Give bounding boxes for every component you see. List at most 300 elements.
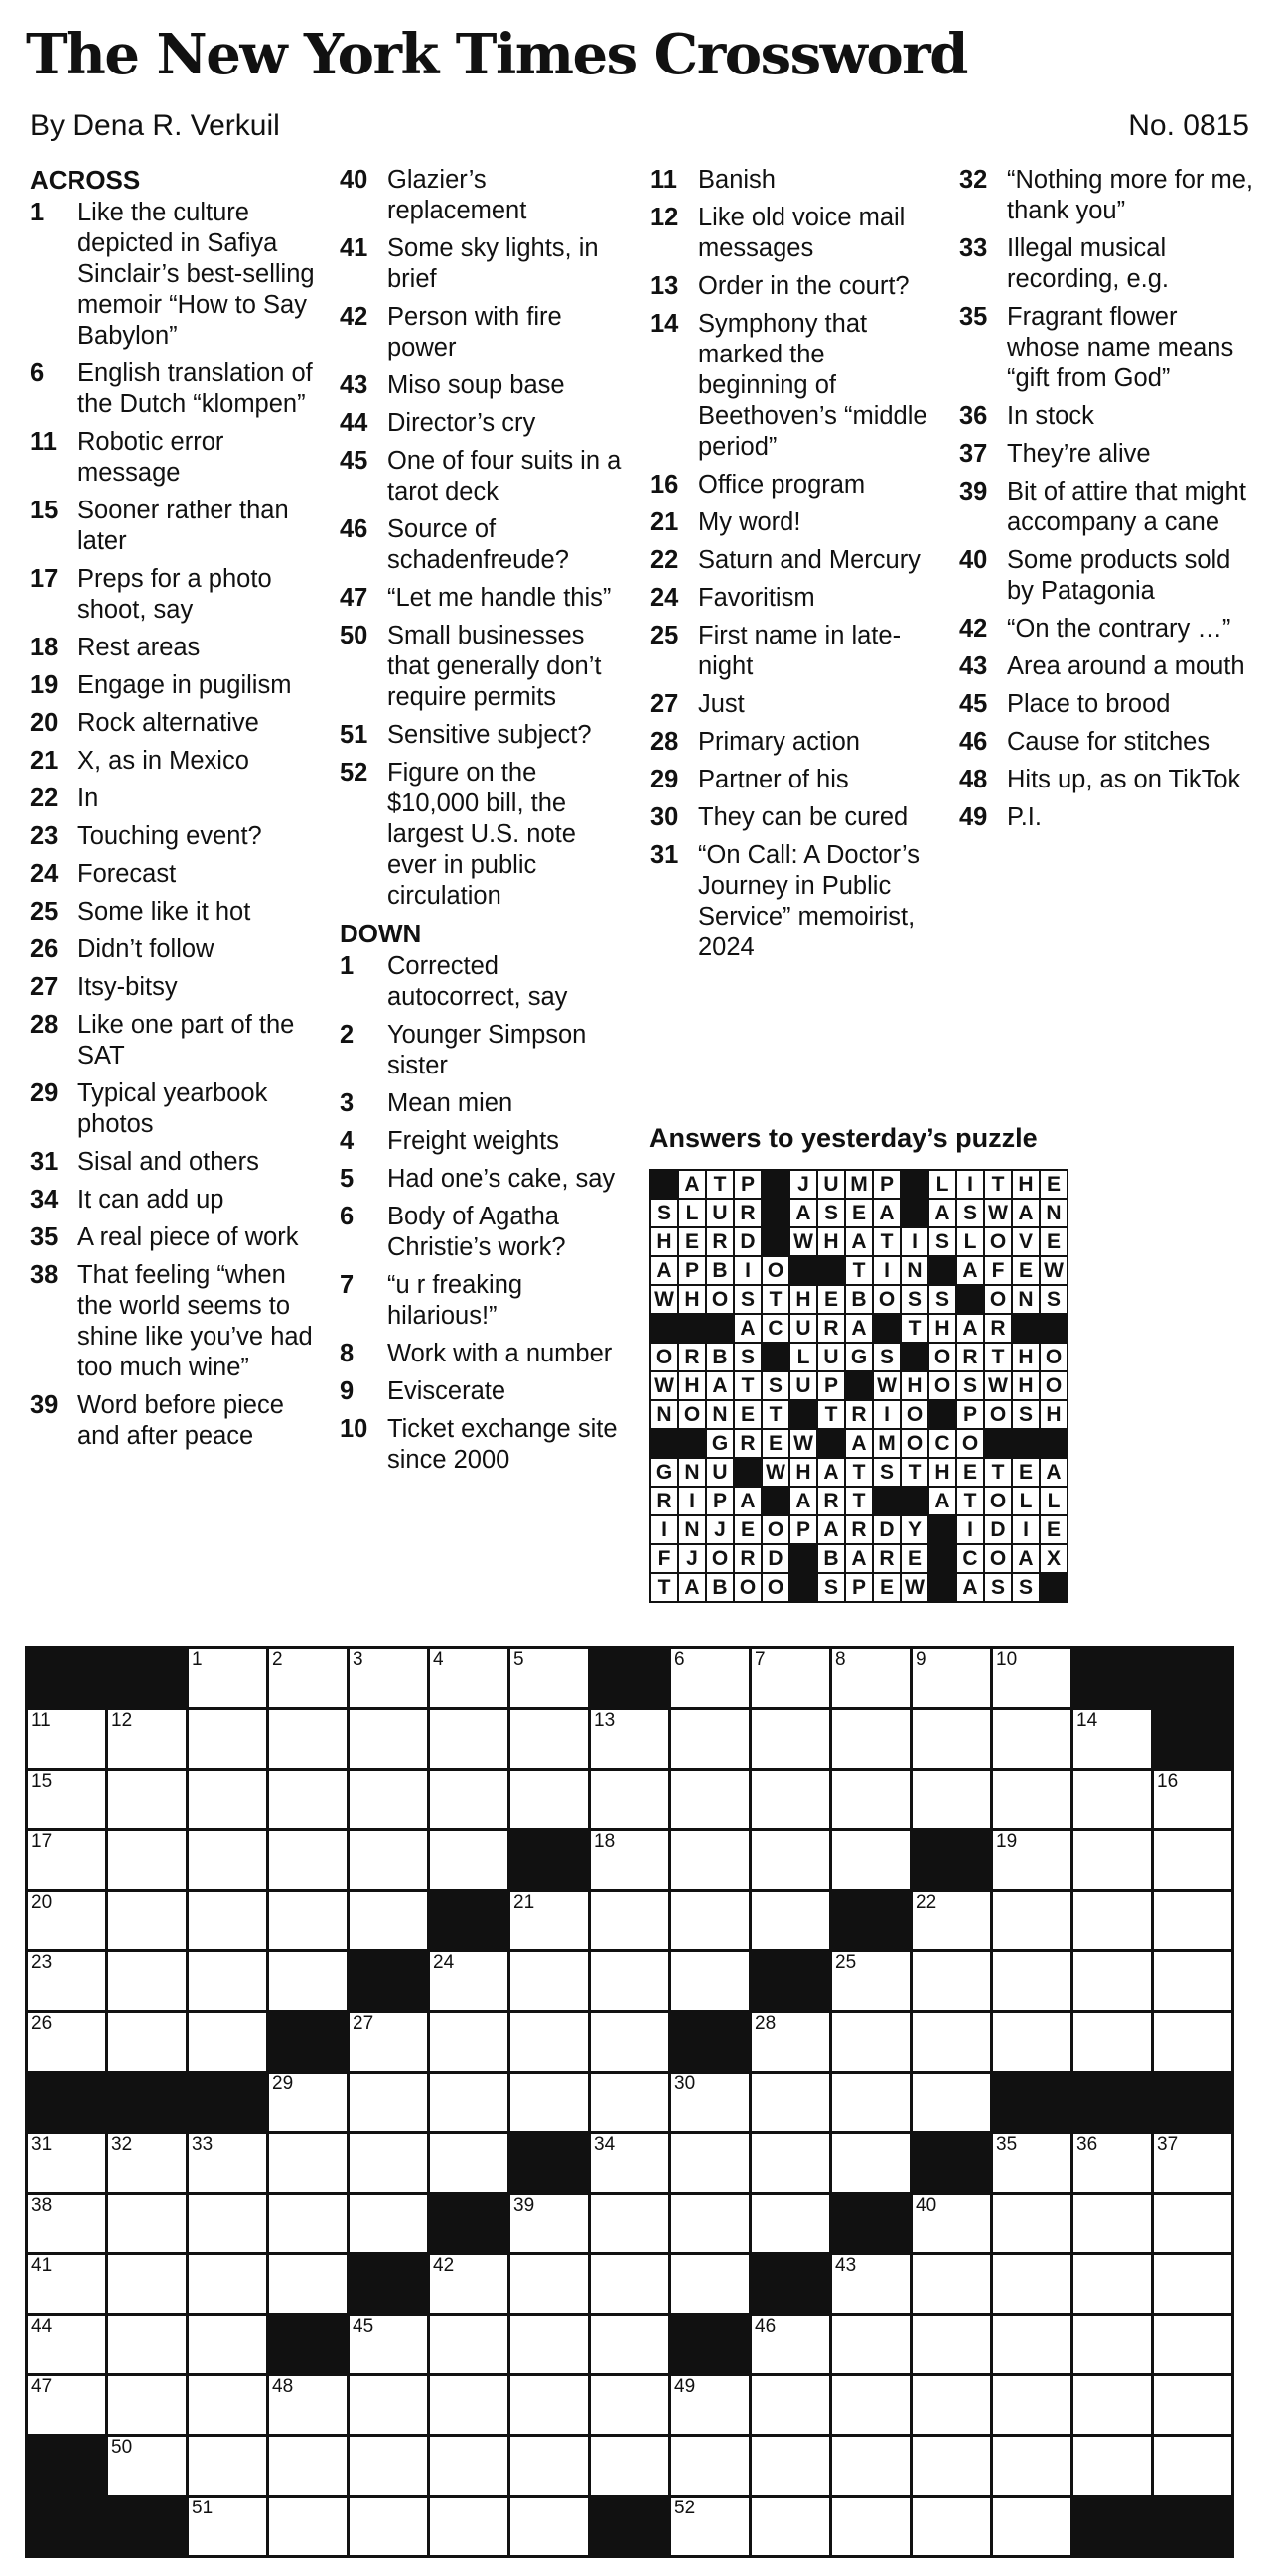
grid-cell[interactable] bbox=[670, 2375, 751, 2436]
grid-cell[interactable] bbox=[751, 2315, 831, 2375]
grid-cell[interactable] bbox=[349, 2375, 429, 2436]
grid-cell[interactable] bbox=[831, 2497, 912, 2557]
clue-text: In bbox=[77, 785, 99, 812]
grid-cell[interactable] bbox=[992, 2254, 1072, 2315]
black-square bbox=[992, 2073, 1072, 2133]
grid-cell[interactable] bbox=[509, 2497, 590, 2557]
grid-cell[interactable] bbox=[1072, 2375, 1153, 2436]
grid-row bbox=[27, 2073, 1233, 2133]
grid-cell[interactable] bbox=[107, 1709, 188, 1770]
grid-cell[interactable] bbox=[751, 2194, 831, 2254]
clue-number: 42 bbox=[959, 615, 988, 643]
grid-cell[interactable] bbox=[831, 1951, 912, 2012]
grid-cell[interactable] bbox=[751, 2436, 831, 2497]
grid-cell[interactable] bbox=[1072, 1830, 1153, 1891]
grid-cell[interactable] bbox=[349, 2194, 429, 2254]
grid-cell[interactable] bbox=[1072, 1770, 1153, 1830]
grid-cell[interactable] bbox=[831, 2375, 912, 2436]
grid-cell[interactable] bbox=[349, 2436, 429, 2497]
grid-cell[interactable] bbox=[188, 1770, 268, 1830]
grid-cell[interactable] bbox=[751, 2497, 831, 2557]
grid-cell[interactable] bbox=[429, 2012, 509, 2073]
grid-cell[interactable] bbox=[1153, 1830, 1233, 1891]
cell-number: 33 bbox=[192, 2134, 214, 2155]
puzzle-title: The New York Times Crossword bbox=[26, 22, 967, 87]
grid-cell[interactable] bbox=[1072, 1709, 1153, 1770]
cell-number: 31 bbox=[31, 2134, 53, 2155]
cell-number: 47 bbox=[31, 2376, 53, 2397]
grid-cell[interactable] bbox=[670, 2254, 751, 2315]
grid-cell[interactable] bbox=[188, 1951, 268, 2012]
grid-cell[interactable] bbox=[509, 1770, 590, 1830]
black-square bbox=[831, 1891, 912, 1951]
grid-cell[interactable] bbox=[992, 2133, 1072, 2194]
grid-cell[interactable] bbox=[831, 2315, 912, 2375]
down-clue bbox=[650, 583, 938, 614]
grid-cell[interactable] bbox=[509, 1709, 590, 1770]
grid-cell[interactable] bbox=[992, 2315, 1072, 2375]
answers-letter-cell: O bbox=[678, 1400, 706, 1429]
clue-text: “Let me handle this” bbox=[387, 584, 612, 612]
down-clue bbox=[650, 470, 938, 501]
grid-cell[interactable] bbox=[188, 2436, 268, 2497]
grid-cell[interactable] bbox=[1153, 2436, 1233, 2497]
black-square bbox=[670, 2012, 751, 2073]
grid-cell[interactable] bbox=[349, 2497, 429, 2557]
grid-cell[interactable] bbox=[992, 1648, 1072, 1709]
black-square bbox=[590, 1648, 670, 1709]
across-clue bbox=[30, 427, 323, 489]
grid-cell[interactable] bbox=[509, 2254, 590, 2315]
grid-cell[interactable] bbox=[429, 1951, 509, 2012]
across-clue bbox=[340, 370, 628, 401]
grid-cell[interactable] bbox=[188, 2315, 268, 2375]
grid-cell[interactable] bbox=[590, 1709, 670, 1770]
down-clue bbox=[959, 233, 1257, 295]
grid-cell[interactable] bbox=[992, 1951, 1072, 2012]
grid-cell[interactable] bbox=[107, 2133, 188, 2194]
grid-cell[interactable] bbox=[831, 2133, 912, 2194]
grid-cell[interactable] bbox=[188, 2254, 268, 2315]
grid-cell[interactable] bbox=[509, 1648, 590, 1709]
grid-cell[interactable] bbox=[509, 2436, 590, 2497]
clue-number: 35 bbox=[959, 303, 988, 331]
grid-cell[interactable] bbox=[268, 2436, 349, 2497]
grid-cell[interactable] bbox=[670, 1709, 751, 1770]
answers-letter-cell: O bbox=[984, 1227, 1012, 1256]
crossword-grid bbox=[25, 1646, 1234, 2558]
grid-cell[interactable] bbox=[912, 1951, 992, 2012]
across-clue bbox=[340, 514, 628, 576]
grid-cell[interactable] bbox=[429, 1709, 509, 1770]
grid-row bbox=[27, 1951, 1233, 2012]
answers-letter-cell: P bbox=[706, 1487, 734, 1515]
answers-letter-cell: T bbox=[817, 1400, 845, 1429]
grid-cell[interactable] bbox=[1072, 2133, 1153, 2194]
grid-cell[interactable] bbox=[912, 2012, 992, 2073]
grid-cell[interactable] bbox=[590, 2133, 670, 2194]
answers-letter-cell: P bbox=[817, 1371, 845, 1400]
grid-cell[interactable] bbox=[268, 2254, 349, 2315]
cell-number: 42 bbox=[433, 2255, 455, 2276]
grid-cell[interactable] bbox=[751, 1770, 831, 1830]
cell-number: 19 bbox=[996, 1831, 1018, 1852]
grid-cell[interactable] bbox=[992, 1770, 1072, 1830]
grid-cell[interactable] bbox=[27, 2012, 107, 2073]
grid-cell[interactable] bbox=[670, 1830, 751, 1891]
answers-letter-cell: S bbox=[734, 1285, 762, 1314]
answers-letter-cell: P bbox=[678, 1256, 706, 1285]
grid-row bbox=[27, 2315, 1233, 2375]
grid-cell[interactable] bbox=[27, 1830, 107, 1891]
grid-cell[interactable] bbox=[831, 2254, 912, 2315]
grid-cell[interactable] bbox=[670, 1951, 751, 2012]
clue-text: Robotic error message bbox=[77, 428, 224, 487]
grid-cell[interactable] bbox=[107, 1830, 188, 1891]
grid-cell[interactable] bbox=[349, 1709, 429, 1770]
clue-text: Illegal musical recording, e.g. bbox=[1007, 234, 1170, 293]
grid-cell[interactable] bbox=[751, 1648, 831, 1709]
grid-cell[interactable] bbox=[27, 1951, 107, 2012]
grid-cell[interactable] bbox=[27, 2315, 107, 2375]
answers-black-cell bbox=[901, 1170, 928, 1199]
grid-cell[interactable] bbox=[992, 1891, 1072, 1951]
grid-cell[interactable] bbox=[670, 2436, 751, 2497]
answers-letter-cell: D bbox=[734, 1227, 762, 1256]
grid-cell[interactable] bbox=[1153, 2315, 1233, 2375]
grid-cell[interactable] bbox=[107, 1891, 188, 1951]
grid-cell[interactable] bbox=[429, 2315, 509, 2375]
grid-cell[interactable] bbox=[751, 1709, 831, 1770]
grid-cell[interactable] bbox=[590, 2194, 670, 2254]
answers-letter-cell: E bbox=[817, 1285, 845, 1314]
grid-cell[interactable] bbox=[590, 1830, 670, 1891]
clue-text: Younger Simpson sister bbox=[387, 1021, 587, 1079]
grid-cell[interactable] bbox=[188, 1891, 268, 1951]
black-square bbox=[268, 2012, 349, 2073]
clue-number: 31 bbox=[30, 1148, 59, 1176]
grid-cell[interactable] bbox=[268, 1951, 349, 2012]
grid-cell[interactable] bbox=[670, 1770, 751, 1830]
grid-cell[interactable] bbox=[590, 2012, 670, 2073]
grid-cell[interactable] bbox=[509, 2315, 590, 2375]
grid-cell[interactable] bbox=[831, 1770, 912, 1830]
grid-cell[interactable] bbox=[670, 1891, 751, 1951]
grid-cell[interactable] bbox=[831, 1709, 912, 1770]
grid-cell[interactable] bbox=[590, 2375, 670, 2436]
clue-number: 43 bbox=[959, 652, 988, 680]
grid-cell[interactable] bbox=[1153, 1891, 1233, 1951]
grid-cell[interactable] bbox=[27, 2375, 107, 2436]
grid-cell[interactable] bbox=[107, 1951, 188, 2012]
grid-cell[interactable] bbox=[1072, 2436, 1153, 2497]
answers-letter-cell: T bbox=[650, 1573, 678, 1602]
answers-letter-cell: R bbox=[678, 1343, 706, 1371]
clue-number: 32 bbox=[959, 166, 988, 194]
grid-cell[interactable] bbox=[590, 1770, 670, 1830]
grid-cell[interactable] bbox=[912, 1770, 992, 1830]
grid-cell[interactable] bbox=[912, 2254, 992, 2315]
grid-cell[interactable] bbox=[751, 2012, 831, 2073]
cell-number: 11 bbox=[31, 1710, 51, 1731]
answers-letter-cell: T bbox=[956, 1487, 984, 1515]
answers-letter-cell: U bbox=[789, 1371, 817, 1400]
grid-cell[interactable] bbox=[751, 2133, 831, 2194]
grid-cell[interactable] bbox=[590, 1951, 670, 2012]
grid-cell[interactable] bbox=[831, 1648, 912, 1709]
grid-cell[interactable] bbox=[429, 1648, 509, 1709]
answers-letter-cell: R bbox=[817, 1314, 845, 1343]
grid-cell[interactable] bbox=[429, 2254, 509, 2315]
grid-cell[interactable] bbox=[912, 2073, 992, 2133]
cell-number: 15 bbox=[31, 1771, 53, 1791]
down-heading: DOWN bbox=[340, 919, 422, 948]
cell-number: 16 bbox=[1157, 1771, 1179, 1791]
grid-cell[interactable] bbox=[590, 2073, 670, 2133]
answers-letter-cell: H bbox=[928, 1314, 956, 1343]
grid-cell[interactable] bbox=[349, 1891, 429, 1951]
grid-cell[interactable] bbox=[912, 1648, 992, 1709]
grid-cell[interactable] bbox=[992, 2012, 1072, 2073]
clue-number: 23 bbox=[30, 822, 59, 850]
grid-cell[interactable] bbox=[107, 2012, 188, 2073]
answers-black-cell bbox=[706, 1314, 734, 1343]
grid-cell[interactable] bbox=[670, 2194, 751, 2254]
grid-cell[interactable] bbox=[912, 2436, 992, 2497]
grid-cell[interactable] bbox=[349, 2012, 429, 2073]
grid-cell[interactable] bbox=[992, 2436, 1072, 2497]
clue-text: Director’s cry bbox=[387, 409, 536, 437]
grid-cell[interactable] bbox=[188, 2497, 268, 2557]
clue-text: Place to brood bbox=[1007, 690, 1171, 718]
grid-cell[interactable] bbox=[751, 2073, 831, 2133]
grid-cell[interactable] bbox=[1072, 2012, 1153, 2073]
grid-cell[interactable] bbox=[509, 2012, 590, 2073]
clue-number: 31 bbox=[650, 841, 679, 869]
grid-cell[interactable] bbox=[831, 2073, 912, 2133]
grid-cell[interactable] bbox=[1072, 1891, 1153, 1951]
grid-cell[interactable] bbox=[831, 2012, 912, 2073]
grid-cell[interactable] bbox=[509, 2194, 590, 2254]
clue-number: 8 bbox=[340, 1340, 355, 1367]
grid-cell[interactable] bbox=[1153, 2133, 1233, 2194]
grid-cell[interactable] bbox=[268, 1648, 349, 1709]
grid-cell[interactable] bbox=[912, 2194, 992, 2254]
grid-cell[interactable] bbox=[107, 2315, 188, 2375]
grid-cell[interactable] bbox=[188, 2194, 268, 2254]
answers-letter-cell: M bbox=[845, 1170, 873, 1199]
clue-number: 18 bbox=[30, 634, 59, 661]
grid-cell[interactable] bbox=[429, 2436, 509, 2497]
across-clue bbox=[340, 720, 628, 751]
grid-cell[interactable] bbox=[268, 1830, 349, 1891]
grid-row bbox=[27, 2436, 1233, 2497]
grid-row bbox=[27, 2133, 1233, 2194]
grid-cell[interactable] bbox=[1153, 1770, 1233, 1830]
clue-text: Typical yearbook photos bbox=[77, 1079, 268, 1138]
clue-text: Small businesses that generally don’t require permits bbox=[387, 622, 602, 711]
answers-letter-cell: S bbox=[1012, 1400, 1040, 1429]
clue-text: Cause for stitches bbox=[1007, 728, 1211, 756]
grid-cell[interactable] bbox=[912, 1891, 992, 1951]
grid-cell[interactable] bbox=[27, 2194, 107, 2254]
answers-black-cell bbox=[984, 1429, 1012, 1458]
clue-number: 6 bbox=[30, 359, 45, 387]
grid-cell[interactable] bbox=[1153, 2012, 1233, 2073]
grid-cell[interactable] bbox=[992, 2375, 1072, 2436]
answers-letter-cell: N bbox=[650, 1400, 678, 1429]
grid-cell[interactable] bbox=[268, 1770, 349, 1830]
answers-letter-cell: E bbox=[873, 1573, 901, 1602]
clue-number: 2 bbox=[340, 1021, 355, 1049]
grid-cell[interactable] bbox=[1072, 2315, 1153, 2375]
grid-cell[interactable] bbox=[912, 2375, 992, 2436]
answers-letter-cell: G bbox=[845, 1343, 873, 1371]
grid-cell[interactable] bbox=[429, 1770, 509, 1830]
grid-cell[interactable] bbox=[670, 2497, 751, 2557]
answers-letter-cell: E bbox=[1040, 1227, 1068, 1256]
cell-number: 37 bbox=[1157, 2134, 1179, 2155]
grid-cell[interactable] bbox=[509, 2375, 590, 2436]
grid-cell[interactable] bbox=[268, 1709, 349, 1770]
down-clue bbox=[959, 727, 1257, 758]
grid-cell[interactable] bbox=[590, 2315, 670, 2375]
grid-cell[interactable] bbox=[107, 2375, 188, 2436]
cell-number: 44 bbox=[31, 2316, 53, 2337]
grid-cell[interactable] bbox=[188, 1830, 268, 1891]
answers-letter-cell: W bbox=[984, 1371, 1012, 1400]
grid-cell[interactable] bbox=[27, 2133, 107, 2194]
grid-cell[interactable] bbox=[992, 1709, 1072, 1770]
grid-cell[interactable] bbox=[188, 2012, 268, 2073]
clue-text: Symphony that marked the beginning of Beethoven’s “middle period” bbox=[698, 310, 927, 461]
grid-cell[interactable] bbox=[27, 2254, 107, 2315]
black-square bbox=[349, 2254, 429, 2315]
grid-cell[interactable] bbox=[268, 2375, 349, 2436]
grid-cell[interactable] bbox=[831, 2436, 912, 2497]
across-clue bbox=[340, 621, 628, 713]
grid-cell[interactable] bbox=[1153, 2375, 1233, 2436]
cell-number: 39 bbox=[513, 2195, 535, 2216]
grid-cell[interactable] bbox=[751, 1830, 831, 1891]
grid-cell[interactable] bbox=[429, 2375, 509, 2436]
down-clue bbox=[959, 545, 1257, 607]
grid-cell[interactable] bbox=[107, 2254, 188, 2315]
grid-cell[interactable] bbox=[1153, 1951, 1233, 2012]
grid-cell[interactable] bbox=[188, 1709, 268, 1770]
grid-cell[interactable] bbox=[107, 2436, 188, 2497]
answers-letter-cell: H bbox=[789, 1285, 817, 1314]
clue-text: A real piece of work bbox=[77, 1223, 299, 1251]
grid-cell[interactable] bbox=[992, 1830, 1072, 1891]
across-clue bbox=[30, 633, 323, 663]
grid-cell[interactable] bbox=[268, 1891, 349, 1951]
grid-cell[interactable] bbox=[1072, 1951, 1153, 2012]
grid-cell[interactable] bbox=[349, 2133, 429, 2194]
down-clue bbox=[650, 802, 938, 833]
grid-cell[interactable] bbox=[751, 2375, 831, 2436]
grid-cell[interactable] bbox=[349, 1830, 429, 1891]
answers-black-cell bbox=[1040, 1573, 1068, 1602]
clue-text: Word before piece and after peace bbox=[77, 1391, 284, 1450]
grid-cell[interactable] bbox=[912, 2315, 992, 2375]
grid-cell[interactable] bbox=[349, 1648, 429, 1709]
grid-cell[interactable] bbox=[349, 1770, 429, 1830]
grid-cell[interactable] bbox=[912, 1709, 992, 1770]
grid-cell[interactable] bbox=[349, 2315, 429, 2375]
answers-letter-cell: I bbox=[956, 1170, 984, 1199]
grid-cell[interactable] bbox=[268, 2497, 349, 2557]
grid-cell[interactable] bbox=[590, 2436, 670, 2497]
grid-cell[interactable] bbox=[992, 2194, 1072, 2254]
grid-cell[interactable] bbox=[429, 1830, 509, 1891]
grid-cell[interactable] bbox=[670, 2133, 751, 2194]
answers-letter-cell: R bbox=[845, 1400, 873, 1429]
grid-cell[interactable] bbox=[27, 1891, 107, 1951]
grid-cell[interactable] bbox=[268, 2073, 349, 2133]
grid-cell[interactable] bbox=[107, 2194, 188, 2254]
grid-cell[interactable] bbox=[992, 2497, 1072, 2557]
grid-cell[interactable] bbox=[1072, 2194, 1153, 2254]
byline: By Dena R. Verkuil bbox=[30, 109, 280, 142]
grid-cell[interactable] bbox=[670, 2073, 751, 2133]
grid-cell[interactable] bbox=[188, 2133, 268, 2194]
grid-cell[interactable] bbox=[27, 1709, 107, 1770]
answers-letter-cell: T bbox=[706, 1170, 734, 1199]
grid-cell[interactable] bbox=[1072, 2254, 1153, 2315]
answers-letter-cell: S bbox=[1012, 1573, 1040, 1602]
answers-black-cell bbox=[678, 1429, 706, 1458]
answers-letter-cell: C bbox=[762, 1314, 789, 1343]
grid-cell[interactable] bbox=[831, 1830, 912, 1891]
grid-cell[interactable] bbox=[751, 1891, 831, 1951]
down-clue bbox=[340, 1202, 628, 1263]
answers-black-cell bbox=[1040, 1314, 1068, 1343]
grid-cell[interactable] bbox=[188, 2375, 268, 2436]
clue-column-4 bbox=[959, 165, 1257, 840]
grid-cell[interactable] bbox=[670, 1648, 751, 1709]
grid-cell[interactable] bbox=[509, 1951, 590, 2012]
grid-cell[interactable] bbox=[268, 2194, 349, 2254]
clue-number: 36 bbox=[959, 402, 988, 430]
grid-cell[interactable] bbox=[509, 1891, 590, 1951]
answers-row bbox=[650, 1515, 1068, 1544]
clue-number: 30 bbox=[650, 803, 679, 831]
grid-cell[interactable] bbox=[1153, 2194, 1233, 2254]
grid-cell[interactable] bbox=[107, 1770, 188, 1830]
grid-cell[interactable] bbox=[590, 2254, 670, 2315]
grid-cell[interactable] bbox=[268, 2133, 349, 2194]
grid-cell[interactable] bbox=[429, 2497, 509, 2557]
grid-cell[interactable] bbox=[509, 2073, 590, 2133]
answers-letter-cell: E bbox=[956, 1458, 984, 1487]
answers-letter-cell: N bbox=[678, 1515, 706, 1544]
grid-cell[interactable] bbox=[27, 1770, 107, 1830]
black-square bbox=[27, 2497, 107, 2557]
grid-cell[interactable] bbox=[1153, 2254, 1233, 2315]
grid-cell[interactable] bbox=[429, 2073, 509, 2133]
grid-cell[interactable] bbox=[912, 2497, 992, 2557]
grid-cell[interactable] bbox=[349, 2073, 429, 2133]
answers-black-cell bbox=[762, 1343, 789, 1371]
answers-letter-cell: O bbox=[984, 1544, 1012, 1573]
clue-text: Source of schadenfreude? bbox=[387, 515, 569, 574]
grid-cell[interactable] bbox=[188, 1648, 268, 1709]
grid-cell[interactable] bbox=[429, 2133, 509, 2194]
grid-cell[interactable] bbox=[590, 1891, 670, 1951]
answers-black-cell bbox=[928, 1400, 956, 1429]
cell-number: 29 bbox=[272, 2074, 294, 2094]
